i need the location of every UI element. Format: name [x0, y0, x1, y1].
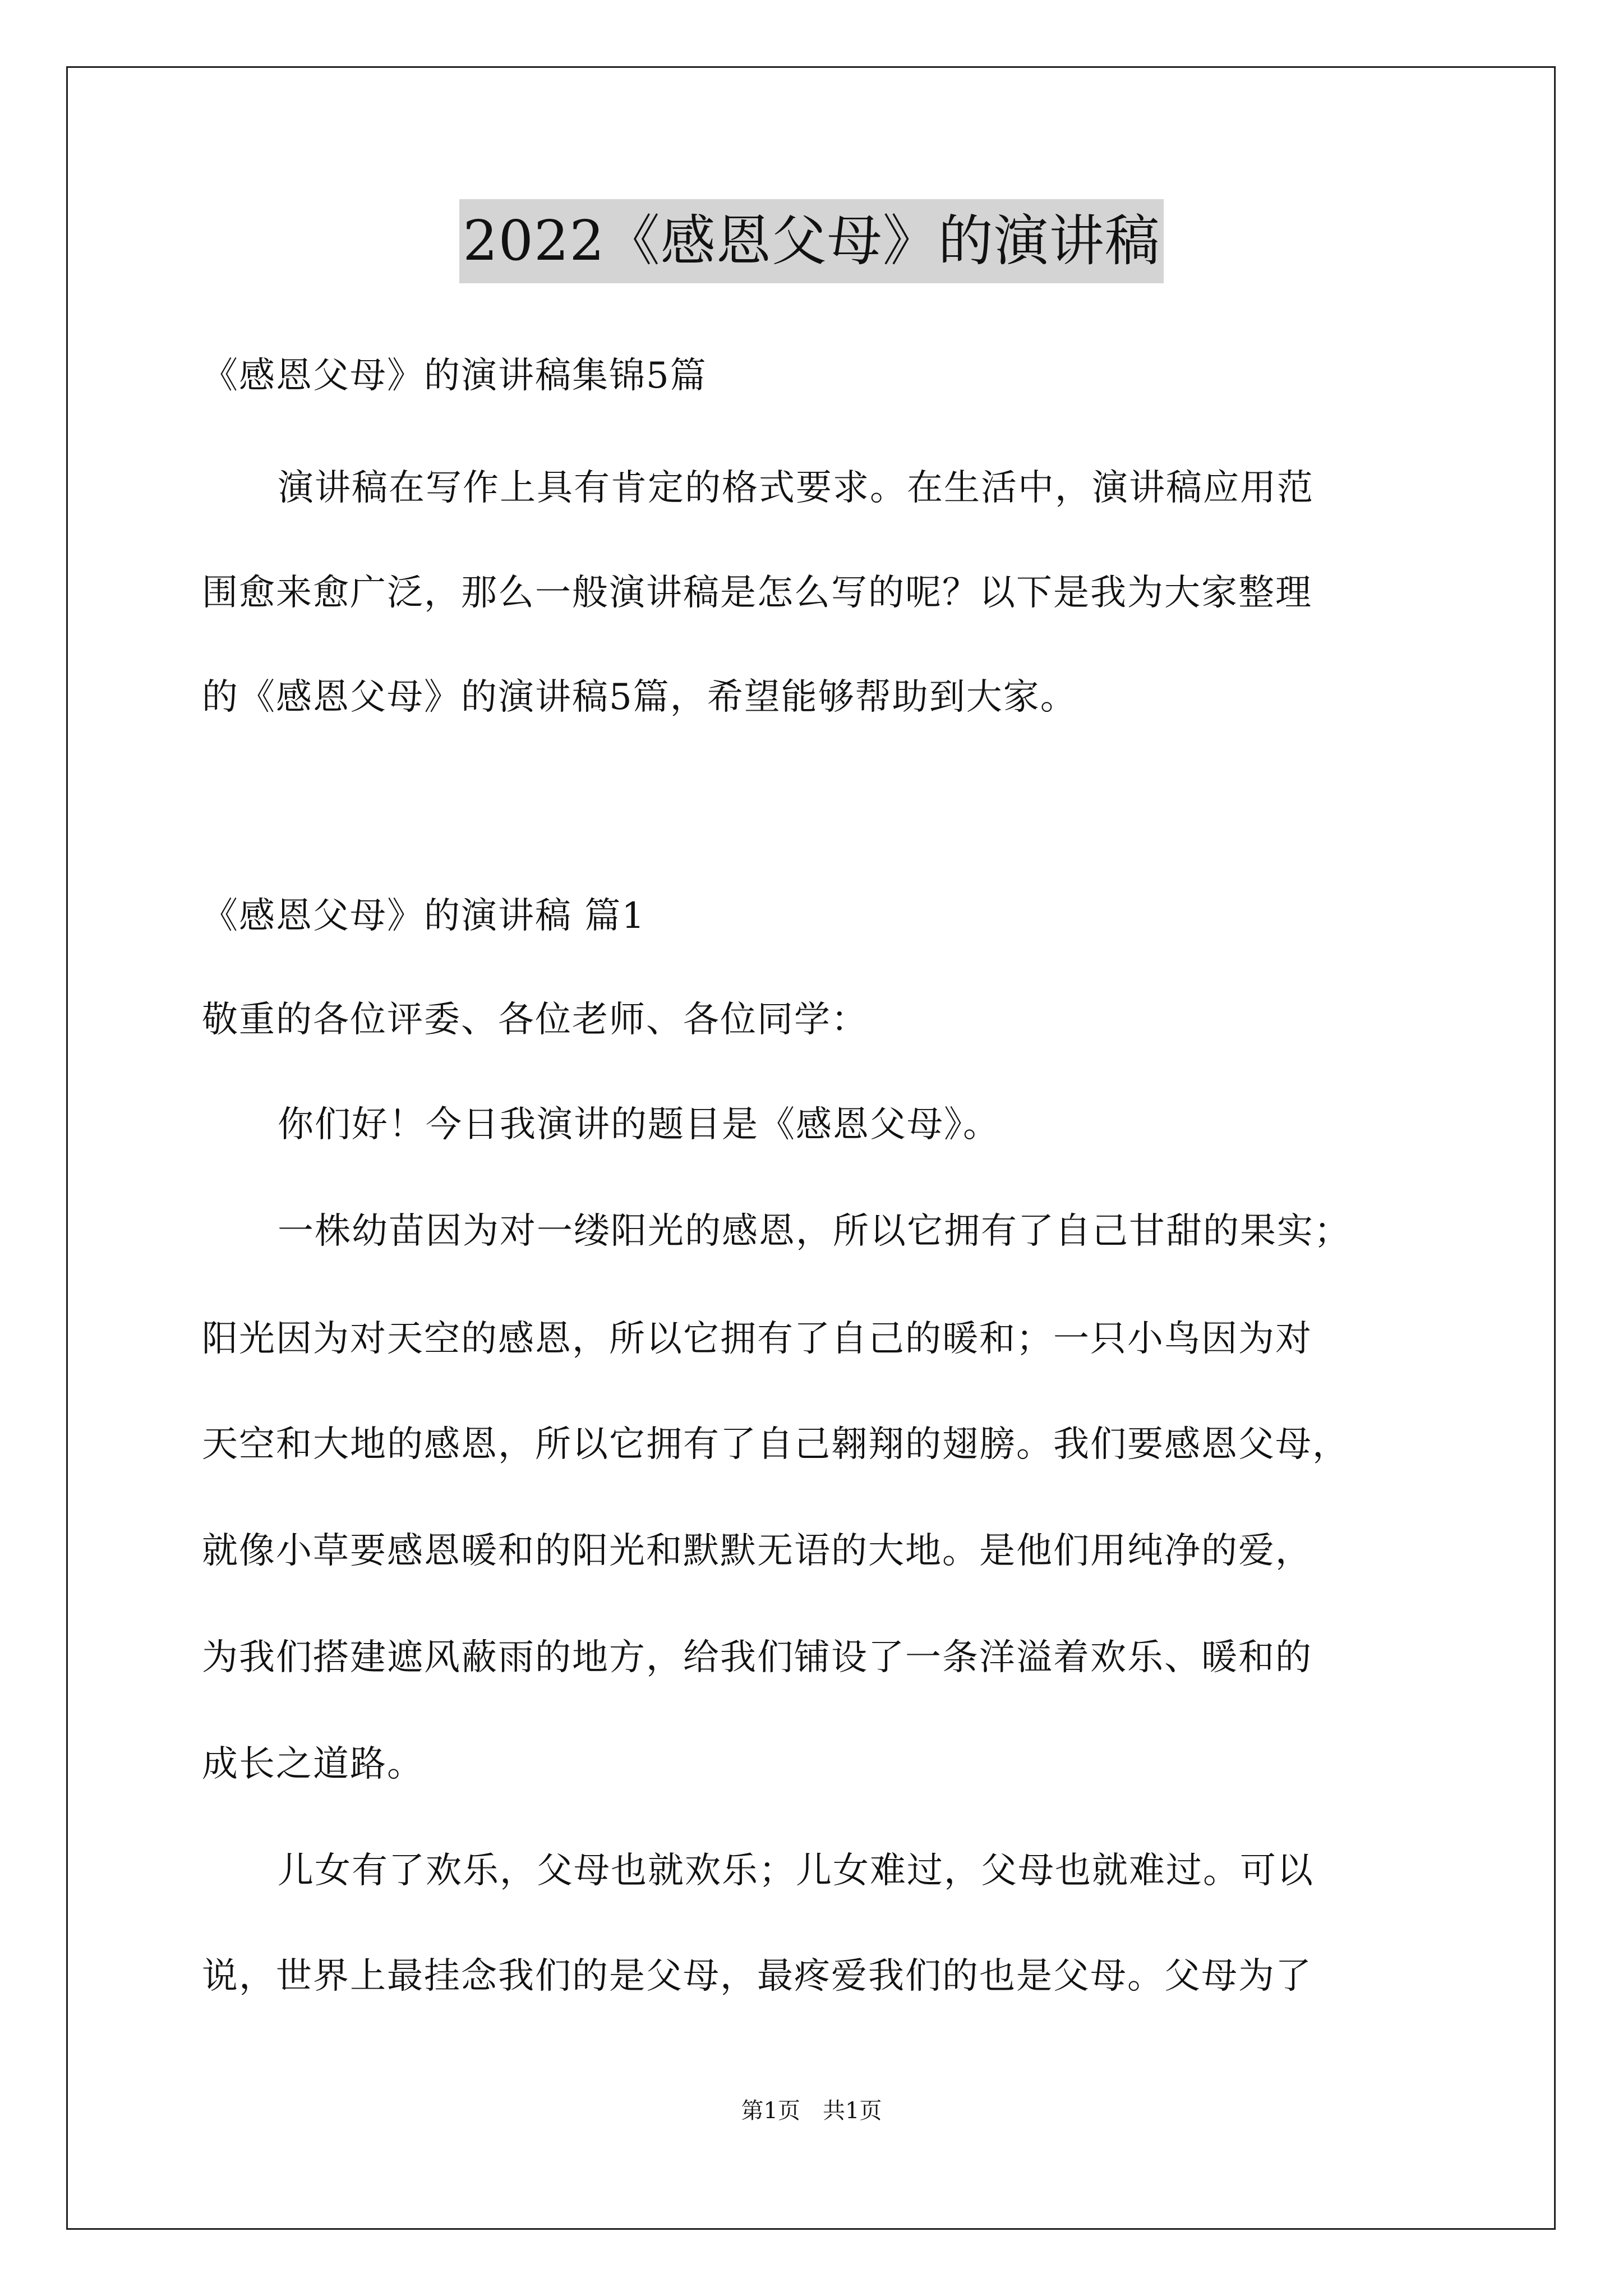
paragraph1-line-5: 为我们搭建遮风蔽雨的地方，给我们铺设了一条洋溢着欢乐、暖和的	[202, 1637, 1312, 1678]
paragraph1-line-4: 就像小草要感恩暖和的阳光和默默无语的大地。是他们用纯净的爱，	[202, 1530, 1312, 1572]
section-heading: 《感恩父母》的演讲稿 篇1	[202, 895, 646, 937]
intro-line-1: 演讲稿在写作上具有肯定的格式要求。在生活中，演讲稿应用范	[278, 467, 1314, 509]
intro-line-3: 的《感恩父母》的演讲稿5篇，希望能够帮助到大家。	[202, 677, 1077, 718]
salutation: 敬重的各位评委、各位老师、各位同学：	[202, 999, 868, 1041]
document-subtitle: 《感恩父母》的演讲稿集锦5篇	[202, 355, 707, 397]
intro-line-2: 围愈来愈广泛，那么一般演讲稿是怎么写的呢？以下是我为大家整理	[202, 572, 1312, 614]
paragraph1-line-1: 一株幼苗因为对一缕阳光的感恩，所以它拥有了自己甘甜的果实；	[278, 1211, 1351, 1252]
page-footer: 第1页 共1页	[741, 2098, 882, 2124]
paragraph2-line-1: 儿女有了欢乐，父母也就欢乐；儿女难过，父母也就难过。可以	[278, 1850, 1314, 1892]
paragraph1-line-3: 天空和大地的感恩，所以它拥有了自己翱翔的翅膀。我们要感恩父母，	[202, 1424, 1349, 1465]
greeting: 你们好！今日我演讲的题目是《感恩父母》。	[278, 1104, 1000, 1145]
paragraph1-line-6: 成长之道路。	[202, 1743, 424, 1785]
title-wrap	[0, 199, 1623, 283]
paragraph1-line-2: 阳光因为对天空的感恩，所以它拥有了自己的暖和；一只小鸟因为对	[202, 1318, 1312, 1360]
document-title: 2022《感恩父母》的演讲稿	[459, 199, 1163, 283]
paragraph2-line-2: 说，世界上最挂念我们的是父母，最疼爱我们的也是父母。父母为了	[202, 1955, 1312, 1997]
